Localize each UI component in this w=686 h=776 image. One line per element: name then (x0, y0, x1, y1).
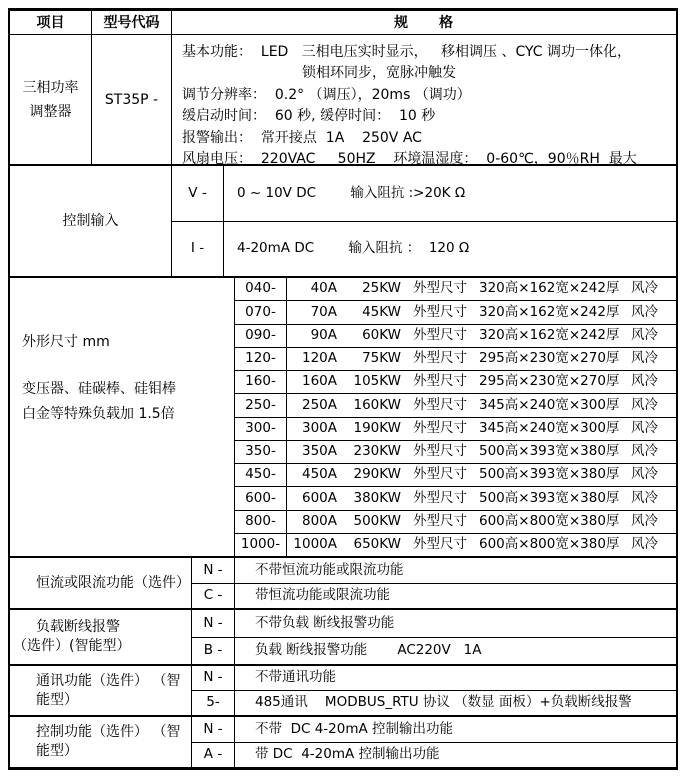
current-rating: 70A (310, 303, 337, 320)
current-rating: 600A (301, 489, 337, 506)
option-spec: 不带通讯功能 (255, 669, 336, 686)
option-code: A - (192, 743, 235, 768)
power-rating: 25KW (362, 280, 401, 297)
current-rating: 120A (301, 350, 337, 367)
option-row (192, 691, 676, 715)
cooling-type: 风冷 (631, 303, 658, 320)
dimensions-value: 345高×240宽×300厚 (479, 396, 620, 413)
option-row (192, 558, 676, 584)
header-model-code: 型号代码 (92, 11, 172, 34)
option-group-label-cell (10, 610, 192, 664)
dimensions-label-cell (10, 278, 235, 556)
cooling-type: 风冷 (631, 466, 658, 483)
size-code: 1000- (235, 534, 287, 556)
current-rating: 40A (310, 280, 337, 297)
size-spec (287, 394, 676, 416)
size-spec (287, 371, 676, 393)
dimensions-value: 320高×162宽×242厚 (479, 326, 620, 343)
cooling-type: 风冷 (631, 512, 658, 529)
power-rating: 60KW (362, 326, 401, 343)
dimension-row (235, 534, 676, 556)
basic-spec-line: 调节分辨率： 0.2° （调压），20ms （调功） (182, 86, 471, 103)
size-spec (287, 511, 676, 533)
input-code: V - (172, 166, 224, 221)
dimension-row (235, 418, 676, 441)
option-row (192, 717, 676, 743)
dimension-row (235, 464, 676, 487)
size-label: 外型尺寸 (413, 396, 467, 413)
cooling-type: 风冷 (631, 489, 658, 506)
option-spec: 485通讯 MODBUS_RTU 协议 （数显 面板）+负载断线报警 (255, 694, 632, 711)
option-code: N - (192, 610, 235, 637)
basic-spec-line: 锁相环同步，宽脉冲触发 (302, 65, 456, 82)
size-label: 外型尺寸 (413, 303, 467, 320)
option-group-label-line: 负载断线报警 (36, 619, 120, 635)
size-code: 070- (235, 301, 287, 323)
control-input-section (10, 166, 676, 278)
dimensions-label-line: 变压器、硅碳棒、硅钼棒 (22, 381, 176, 397)
cooling-type: 风冷 (631, 396, 658, 413)
size-code: 040- (235, 278, 287, 300)
size-label: 外型尺寸 (413, 350, 467, 367)
size-spec (287, 301, 676, 323)
size-code: 450- (235, 464, 287, 486)
dimension-row (235, 487, 676, 510)
option-group (10, 558, 676, 610)
option-code: 5- (192, 691, 235, 715)
dimensions-value: 320高×162宽×242厚 (479, 280, 620, 297)
power-rating: 650KW (353, 536, 401, 553)
size-code: 800- (235, 511, 287, 533)
size-label: 外型尺寸 (413, 512, 467, 529)
dimension-row (235, 441, 676, 464)
dimensions-value: 600高×800宽×380厚 (479, 536, 620, 553)
basic-spec-line: 缓启动时间： 60 秒, 缓停时间： 10 秒 (182, 108, 436, 125)
dimensions-label-line: 白金等特殊负载加 1.5倍 (22, 406, 175, 422)
dimensions-label-line: 外形尺寸 mm (22, 334, 110, 350)
option-spec: 不带负载 断线报警功能 (255, 614, 395, 631)
size-spec (287, 278, 676, 300)
size-code: 600- (235, 487, 287, 509)
power-rating: 105KW (353, 373, 401, 390)
option-group-label-cell (10, 666, 192, 715)
size-spec (287, 325, 676, 347)
option-rows (192, 558, 676, 608)
control-input-row (172, 222, 676, 277)
header-item: 项目 (10, 11, 92, 34)
current-rating: 350A (301, 443, 337, 460)
basic-spec-line: 基本功能： LED 三相电压实时显示， 移相调压 、CYC 调功一体化， (182, 43, 632, 60)
option-spec: 不带恒流功能或限流功能 (255, 561, 404, 578)
dimensions-section (10, 278, 676, 558)
size-label: 外型尺寸 (413, 419, 467, 436)
option-rows (192, 610, 676, 664)
size-label: 外型尺寸 (413, 280, 467, 297)
current-rating: 160A (301, 373, 337, 390)
size-code: 120- (235, 348, 287, 370)
size-label: 外型尺寸 (413, 489, 467, 506)
option-group (10, 717, 676, 767)
dimensions-value: 500高×393宽×380厚 (479, 443, 620, 460)
dimensions-value: 345高×240宽×300厚 (479, 419, 620, 436)
option-row (192, 743, 676, 768)
header-spec: 规 格 (394, 14, 454, 31)
size-code: 300- (235, 418, 287, 440)
dimensions-value: 320高×162宽×242厚 (479, 303, 620, 320)
current-rating: 250A (301, 396, 337, 413)
dimensions-value: 500高×393宽×380厚 (479, 489, 620, 506)
option-spec: 不带 DC 4-20mA 控制输出功能 (255, 720, 454, 737)
dimension-row (235, 301, 676, 324)
product-model-code: ST35P - (92, 35, 172, 164)
current-rating: 90A (310, 326, 337, 343)
option-group (10, 666, 676, 717)
dimension-row (235, 325, 676, 348)
power-rating: 500KW (353, 512, 401, 529)
power-rating: 75KW (362, 350, 401, 367)
option-row (192, 584, 676, 609)
power-rating: 230KW (353, 443, 401, 460)
option-row (192, 666, 676, 691)
option-group-label-line: 恒流或限流功能（选件） (36, 574, 190, 591)
input-spec: 4-20mA DC 输入阻抗 ： 120 Ω (237, 240, 470, 256)
size-label: 外型尺寸 (413, 466, 467, 483)
option-spec: 负载 断线报警功能 AC220V 1A (255, 642, 482, 658)
option-code: N - (192, 558, 235, 583)
input-spec: 0 ~ 10V DC 输入阻抗 :>20K Ω (237, 184, 466, 201)
product-name-cell (10, 35, 92, 164)
dimension-row (235, 394, 676, 417)
cooling-type: 风冷 (631, 326, 658, 343)
dimension-row (235, 511, 676, 534)
product-name-line: 三相功率 (22, 79, 79, 96)
option-row (192, 610, 676, 638)
option-spec: 带恒流功能或限流功能 (255, 587, 390, 603)
cooling-type: 风冷 (631, 373, 658, 390)
dimension-row (235, 348, 676, 371)
size-code: 250- (235, 394, 287, 416)
option-group-label-cell (10, 558, 192, 608)
option-group-label-line: 通讯功能（选件） （智能型） (36, 672, 181, 708)
control-input-row (172, 166, 676, 222)
cooling-type: 风冷 (631, 443, 658, 460)
spec-table (8, 8, 678, 770)
basic-spec-cell (172, 35, 676, 168)
size-spec (287, 464, 676, 486)
option-rows (192, 666, 676, 715)
control-input-rows (172, 166, 676, 276)
option-spec: 带 DC 4-20mA 控制输出功能 (255, 746, 440, 762)
option-code: N - (192, 717, 235, 742)
dimensions-value: 295高×230宽×270厚 (479, 350, 620, 367)
current-rating: 450A (301, 466, 337, 483)
option-code: C - (192, 584, 235, 609)
size-code: 160- (235, 371, 287, 393)
product-section (10, 35, 676, 166)
current-rating: 1000A (293, 536, 337, 553)
dimension-row (235, 278, 676, 301)
current-rating: 300A (301, 419, 337, 436)
power-rating: 45KW (362, 303, 401, 320)
option-row (192, 638, 676, 665)
dimensions-value: 295高×230宽×270厚 (479, 373, 620, 390)
size-label: 外型尺寸 (413, 536, 467, 553)
option-group-label-line: （选件）(智能型） (13, 638, 131, 654)
option-group-label-cell (10, 717, 192, 767)
size-spec (287, 418, 676, 440)
option-code: B - (192, 638, 235, 665)
size-spec (287, 348, 676, 370)
size-code: 350- (235, 441, 287, 463)
product-name-line: 调整器 (29, 103, 72, 120)
option-rows (192, 717, 676, 767)
power-rating: 380KW (353, 489, 401, 506)
basic-spec-line: 风扇电压： 220VAC 50HZ 环境温湿度： 0-60℃，90％RH 最大 (182, 151, 637, 168)
control-input-label: 控制输入 (10, 166, 172, 276)
dimension-row (235, 371, 676, 394)
size-spec (287, 487, 676, 509)
option-group (10, 610, 676, 666)
cooling-type: 风冷 (631, 280, 658, 297)
current-rating: 800A (301, 512, 337, 529)
option-group-label-line: 控制功能（选件） （智能型） (36, 724, 181, 759)
dimensions-value: 600高×800宽×380厚 (479, 512, 620, 529)
power-rating: 190KW (353, 419, 401, 436)
dimensions-value: 500高×393宽×380厚 (479, 466, 620, 483)
cooling-type: 风冷 (631, 419, 658, 436)
input-code: I - (172, 222, 224, 277)
size-spec (287, 534, 676, 556)
power-rating: 290KW (353, 466, 401, 483)
size-spec (287, 441, 676, 463)
table-header (10, 11, 676, 35)
size-label: 外型尺寸 (413, 373, 467, 390)
option-code: N - (192, 666, 235, 690)
size-label: 外型尺寸 (413, 326, 467, 343)
dimension-rows (235, 278, 676, 556)
size-label: 外型尺寸 (413, 443, 467, 460)
basic-spec-line: 报警输出： 常开接点 1A 250V AC (182, 129, 422, 146)
cooling-type: 风冷 (631, 350, 658, 367)
size-code: 090- (235, 325, 287, 347)
cooling-type: 风冷 (631, 536, 658, 553)
power-rating: 160KW (353, 396, 401, 413)
